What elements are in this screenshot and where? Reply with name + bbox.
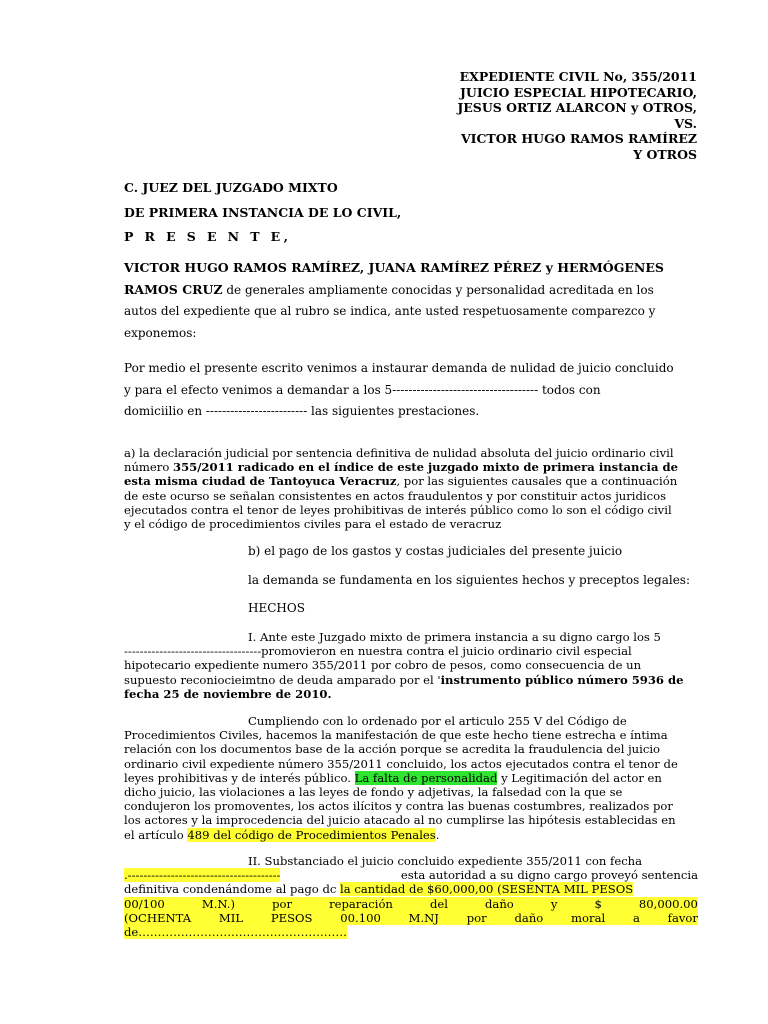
item-a-line-5: ejecutados contra el tenor de leyes prohibitivas de interés público como lo son el código civil bbox=[124, 502, 672, 517]
fact-2-line-3-text: definitiva condenándome al pago dc bbox=[124, 882, 341, 897]
fact-1-line-4-text: supuesto reconiocieimtno de deuda amparado por el ' bbox=[124, 672, 441, 687]
item-b: b) el pago de los gastos y costas judiciales del presente juicio bbox=[248, 544, 623, 558]
instrument-bold: instrumento público número 5936 de bbox=[440, 672, 684, 687]
word: MIL bbox=[218, 910, 244, 925]
item-a-line-4: de este ocurso se señalan consistentes en actos fraudulentos y por constituir actos juridicos bbox=[124, 488, 667, 503]
fundament-line: la demanda se fundamenta en los siguientes hechos y preceptos legales: bbox=[248, 573, 690, 587]
item-a-line-3-text: , por las siguientes causales que a continuación bbox=[396, 474, 678, 489]
word: 00.100 bbox=[340, 910, 381, 925]
word: $ bbox=[594, 896, 602, 911]
word: del bbox=[429, 896, 448, 911]
word: M.N.) bbox=[201, 896, 236, 911]
addressee-line-2: DE PRIMERA INSTANCIA DE LO CIVIL, bbox=[124, 204, 402, 220]
demand-paragraph bbox=[124, 358, 698, 423]
highlight-articulo-489: 489 del código de Procedimientos Penales bbox=[187, 827, 436, 842]
word: 00/100 bbox=[124, 896, 165, 911]
word: y bbox=[550, 896, 558, 911]
item-a-city-bold: esta misma ciudad de Tantoyuca Veracruz bbox=[124, 474, 397, 489]
word: por bbox=[466, 910, 487, 925]
petitioner-name-bold: RAMOS CRUZ bbox=[124, 281, 223, 297]
highlight-de-dots: de……………………………………………… bbox=[124, 925, 347, 940]
item-a-line-6: y el código de procedimientos civiles para el estado de veracruz bbox=[124, 517, 502, 532]
word: daño bbox=[485, 896, 514, 911]
fact-2-line-1: II. Substanciado el juicio concluido expediente 355/2011 con fecha bbox=[248, 854, 643, 868]
cumpl-line-9-text: el artículo bbox=[124, 827, 188, 842]
case-header bbox=[457, 69, 697, 162]
word: por bbox=[272, 896, 293, 911]
word: reparación bbox=[329, 896, 393, 911]
fact-1-line-1: I. Ante este Juzgado mixto de primera instancia a su digno cargo los 5 bbox=[248, 630, 661, 644]
cumpl-line-1: Cumpliendo con lo ordenado por el articulo 255 V del Código de bbox=[248, 714, 627, 728]
addressee-line-1: C. JUEZ DEL JUZGADO MIXTO bbox=[124, 180, 338, 195]
case-type: JUICIO ESPECIAL HIPOTECARIO, bbox=[460, 84, 697, 100]
intro-line-2: de generales ampliamente conocidas y personalidad acreditada en los bbox=[222, 282, 654, 297]
instrument-date-bold: fecha 25 de noviembre de 2010. bbox=[124, 686, 332, 701]
cumpl-line-4: ordinario civil expediente número 355/2011 concluido, los actos ejecutados contra el tenor de bbox=[124, 756, 678, 771]
word: moral bbox=[571, 910, 606, 925]
intro-paragraph bbox=[124, 257, 698, 344]
word: M.NJ bbox=[408, 910, 439, 925]
cumpl-line-5-rest: y Legitimación del actor en bbox=[497, 770, 662, 785]
word: favor bbox=[667, 910, 698, 925]
addressee-block bbox=[124, 176, 401, 250]
intro-line-4: exponemos: bbox=[124, 325, 197, 340]
word: daño bbox=[514, 910, 544, 925]
fact-1-line-3: hipotecario expediente numero 355/2011 por cobro de pesos, como consecuencia de un bbox=[124, 658, 642, 673]
demand-line-3: domiciilio en ------------------------- las siguientes prestaciones. bbox=[124, 404, 480, 418]
plaintiff-names: JESUS ORTIZ ALARCON y OTROS, bbox=[457, 100, 697, 115]
highlight-falta-personalidad: La falta de personalidad bbox=[354, 770, 498, 785]
fact-1-line-2: -----------------------------------promovieron en nuestra contra el juicio ordinario civil especial bbox=[124, 644, 632, 659]
item-a-case-bold: 355/2011 radicado en el índice de este juzgado mixto de primera instancia de bbox=[173, 460, 678, 475]
versus-label: VS. bbox=[674, 115, 697, 131]
case-number: EXPEDIENTE CIVIL No, 355/2011 bbox=[459, 69, 697, 84]
highlight-dashes: .--------------------------------------- bbox=[124, 868, 281, 883]
word: 80,000.00 bbox=[638, 896, 698, 911]
word: a bbox=[632, 910, 640, 925]
cumpl-line-3: relación con los documentos base de la acción porque se acredita la fraudulencia del juicio bbox=[124, 742, 661, 757]
cumpl-line-8: los actores y la improcedencia del juicio atacado al no cumplirse las hipótesis establecidas en bbox=[124, 813, 676, 828]
item-a-line-2-text: número bbox=[124, 460, 173, 475]
cumpl-line-5-text: leyes prohibitivas y de interés público. bbox=[124, 770, 355, 785]
cumpl-line-9-end: . bbox=[435, 827, 440, 842]
intro-line-3: autos del expediente que al rubro se indica, ante usted respetuosamente comparezco y bbox=[124, 304, 656, 318]
defendant-others: Y OTROS bbox=[633, 146, 697, 162]
cumpl-line-2: Procedimientos Civiles, hacemos la manifestación de que este hecho tiene estrecha e íntima bbox=[124, 728, 668, 743]
item-a-paragraph bbox=[124, 446, 698, 531]
highlight-cantidad-60000: la cantidad de $60,000,00 (SESENTA MIL PESOS bbox=[340, 882, 634, 897]
highlight-line-ochenta-mil bbox=[124, 911, 698, 925]
cumpl-line-7: condujeron los promoventes, los actos ilícitos y contra las buenas costumbres, realizados por bbox=[124, 799, 673, 814]
defendant-name: VICTOR HUGO RAMOS RAMÍREZ bbox=[460, 131, 697, 146]
demand-line-1: Por medio el presente escrito venimos a instaurar demanda de nulidad de juicio concluido bbox=[124, 361, 674, 375]
fact-2-line-2: esta autoridad a su digno cargo proveyó sentencia bbox=[400, 868, 698, 883]
highlight-line-reparacion bbox=[124, 897, 698, 911]
fact-cumplimiento-paragraph bbox=[124, 714, 698, 842]
petitioner-names: VICTOR HUGO RAMOS RAMÍREZ, JUANA RAMÍREZ PÉREZ y HERMÓGENES bbox=[124, 260, 664, 275]
item-a-line-1: a) la declaración judicial por sentencia definitiva de nulidad absoluta del juicio ordinario civil bbox=[124, 446, 674, 460]
fact-2-paragraph bbox=[124, 854, 698, 939]
word: PESOS bbox=[270, 910, 313, 925]
hechos-heading: HECHOS bbox=[248, 601, 305, 615]
cumpl-line-6: dicho juicio, las violaciones a las leyes de fondo y adjetivas, la falsedad con la que se bbox=[124, 785, 623, 800]
fact-1-paragraph bbox=[124, 630, 698, 701]
word: (OCHENTA bbox=[124, 910, 192, 925]
addressee-presente: P R E S E N T E, bbox=[124, 229, 292, 244]
demand-line-2: y para el efecto venimos a demandar a los 5------------------------------------ todos con bbox=[124, 382, 601, 397]
